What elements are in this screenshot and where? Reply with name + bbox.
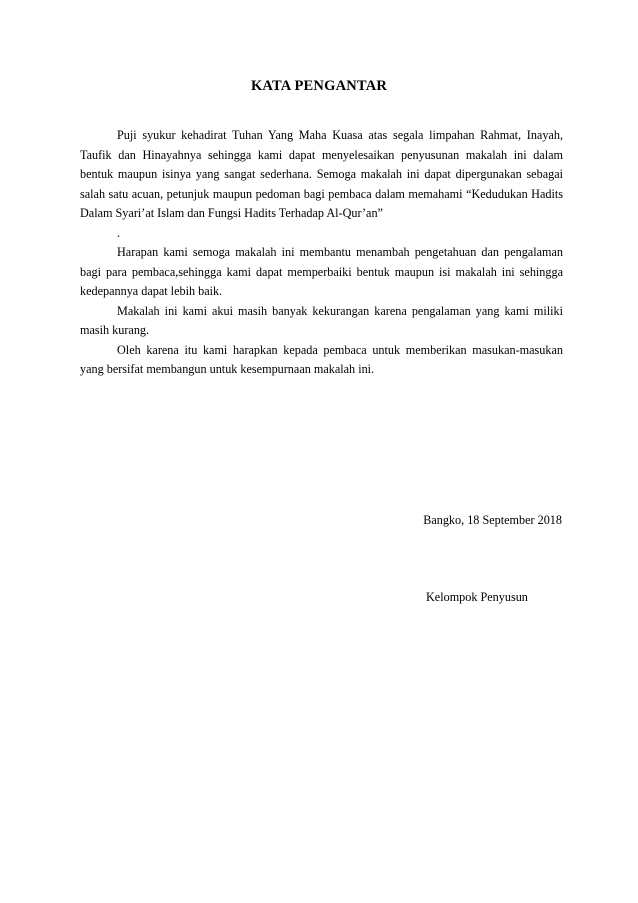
paragraph-dot: .	[117, 225, 121, 240]
paragraph-hope: Harapan kami semoga makalah ini membantu menambah pengetahuan dan pengalaman bagi para pembaca,sehingga kami dapat memperbaiki bentuk maupun isi makalah ini sehingga kedepannya dapat lebih baik.	[80, 245, 563, 298]
page-title: KATA PENGANTAR	[250, 78, 388, 94]
place-date: Bangko, 18 September 2018	[423, 513, 562, 527]
paragraph-shortcomings: Makalah ini kami akui masih banyak kekurangan karena pengalaman yang kami miliki masih kurang.	[80, 303, 563, 337]
signer-name: Kelompok Penyusun	[426, 590, 528, 604]
document-body	[80, 126, 563, 380]
paragraph-opening: Puji syukur kehadirat Tuhan Yang Maha Kuasa atas segala limpahan Rahmat, Inayah, Taufik dan Hinayahnya sehingga kami dapat menyelesaikan penyusunan makalah ini dalam bentuk maupun isinya yang sangat sederhana. Semoga makalah ini dapat dipergunakan sebagai salah satu acuan, petunjuk maupun pedoman bagi pembaca dalam memahami “Kedudukan Hadits Dalam Syari’at Islam dan Fungsi Hadits Terhadap Al-Qur’an”	[80, 128, 563, 220]
paragraph-request: Oleh karena itu kami harapkan kepada pembaca untuk memberikan masukan-masukan yang bersifat membangun untuk kesempurnaan makalah ini.	[80, 342, 563, 376]
